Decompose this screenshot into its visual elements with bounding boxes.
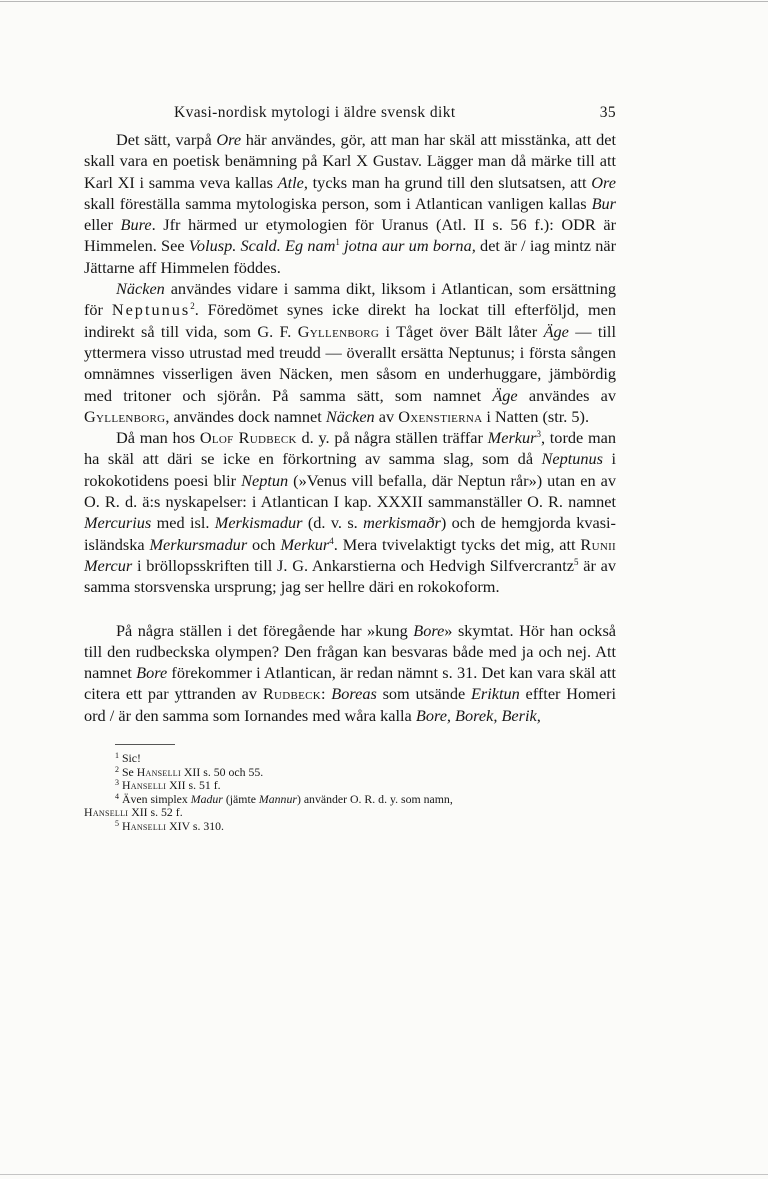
footnote-separator [115,744,175,745]
running-title: Kvasi-nordisk mytologi i äldre svensk dikt [174,104,456,121]
section-gap [84,598,616,620]
footnote-4-continued: Hanselli XII s. 52 f. [84,805,183,820]
footnote-4: $^4$ Även simplex Madur (jämte Mannur) använder O. R. d. y. som namn, [115,791,453,806]
paragraph-4: På några ställen i det föregående har »kung Bore» skymtat. Hör han också till den rudbeckska olympen? Den frågan kan besvaras både med ja och nej. Att namnet Bore förekommer i Atlantican, är redan nämnt s. 31. Det kan vara skäl att citera ett par yttranden av Rudbeck: Boreas som utsände Eriktun effter Homeri ord / är den samma som Iornandes med wåra kalla Bore, Borek, Berik, [84,620,617,725]
paragraph-2: Näcken användes vidare i samma dikt, liksom i Atlantican, som ersättning för Neptunus$^2$. Föredömet synes icke direkt ha lockat till efterföljd, men indirekt så till vida, som G. F. Gyllenborg i Tåget över Bält låter Äge — till yttermera visso utrustad med treudd — överallt ersätta Neptunus; i första sången omnämnes visserligen även Näcken, men såsom en underhuggare, jämbördig med tritoner och sjörån. På samma sätt, som namnet Äge användes av Gyllenborg, användes dock namnet Näcken av Oxenstierna i Natten (str. 5). [84,279,616,426]
footnote-ref-3[interactable]: 3 [536,429,541,440]
paragraph-1: Det sätt, varpå Ore här användes, gör, att man har skäl att misstänka, att det skall vara en poetisk benämning på Karl X Gustav. Lägger man då märke till att Karl XI i samma veva kallas Atle, tycks man ha grund till den slutsatsen, att Ore skall föreställa samma mytologiska person, som i Atlantican vanligen kallas Bur eller Bure. Jfr härmed ur etymologien för Uranus (Atl. II s. 56 f.): ODR är Himmelen. See Volusp. Scald. Eg nam$^1$ jotna aur um borna, det är / iag mintz när Jättarne aff Himmelen föddes. [84,130,617,277]
bottom-rule [0,1174,768,1175]
footnote-1: $^1$ Sic! [115,751,141,766]
paragraph-3: Då man hos Olof Rudbeck d. y. på några ställen träffar Merkur$^3$, torde man ha skäl att däri se icke en förkortning av samma slag, som då Neptunus i rokokotidens poesi blir Neptun (»Venus vill befalla, där Neptun rår») utan en av O. R. d. ä:s nyskapelser: i Atlantican I kap. XXXII sammanställer O. R. namnet Mercurius med isl. Merkismadur (d. v. s. merkismaðr) och de hemgjorda kvasi-isländska Merkursmadur och Merkur$^4$. Mera tvivelaktigt tycks det mig, att Runii Mercur i bröllopsskriften till J. G. Ankarstierna och Hedvigh Silfvercrantz$^5$ är av samma storsvenska ursprung; jag ser hellre däri en rokokoform. [84,428,617,597]
fraktur-quote: ODR är Himmelen. See [84,215,617,256]
footnote-2: $^2$ Se Hanselli XII s. 50 och 55. [115,764,264,779]
footnote-ref-4[interactable]: 4 [329,535,334,546]
fraktur-quote: effter [525,684,561,704]
fraktur-quote: som utsände [382,684,466,704]
footnotes [84,752,616,834]
footnote-ref-5[interactable]: 5 [573,556,579,567]
footnote-5: $^5$ Hanselli XIV s. 310. [115,818,224,833]
fraktur-quote: det är / iag mintz när Jättarne aff Himmelen föddes. [84,236,617,277]
footnote-3: $^3$ Hanselli XII s. 51 f. [115,778,221,793]
fraktur-quote: ord / är den samma som [84,705,240,725]
top-rule [0,1,768,2]
fraktur-quote: med wåra kalla [312,705,412,725]
page-number: 35 [599,104,616,121]
footnote-ref-1[interactable]: 1 [335,237,340,248]
footnote-ref-2[interactable]: 2 [190,301,195,312]
page-body [84,129,616,834]
